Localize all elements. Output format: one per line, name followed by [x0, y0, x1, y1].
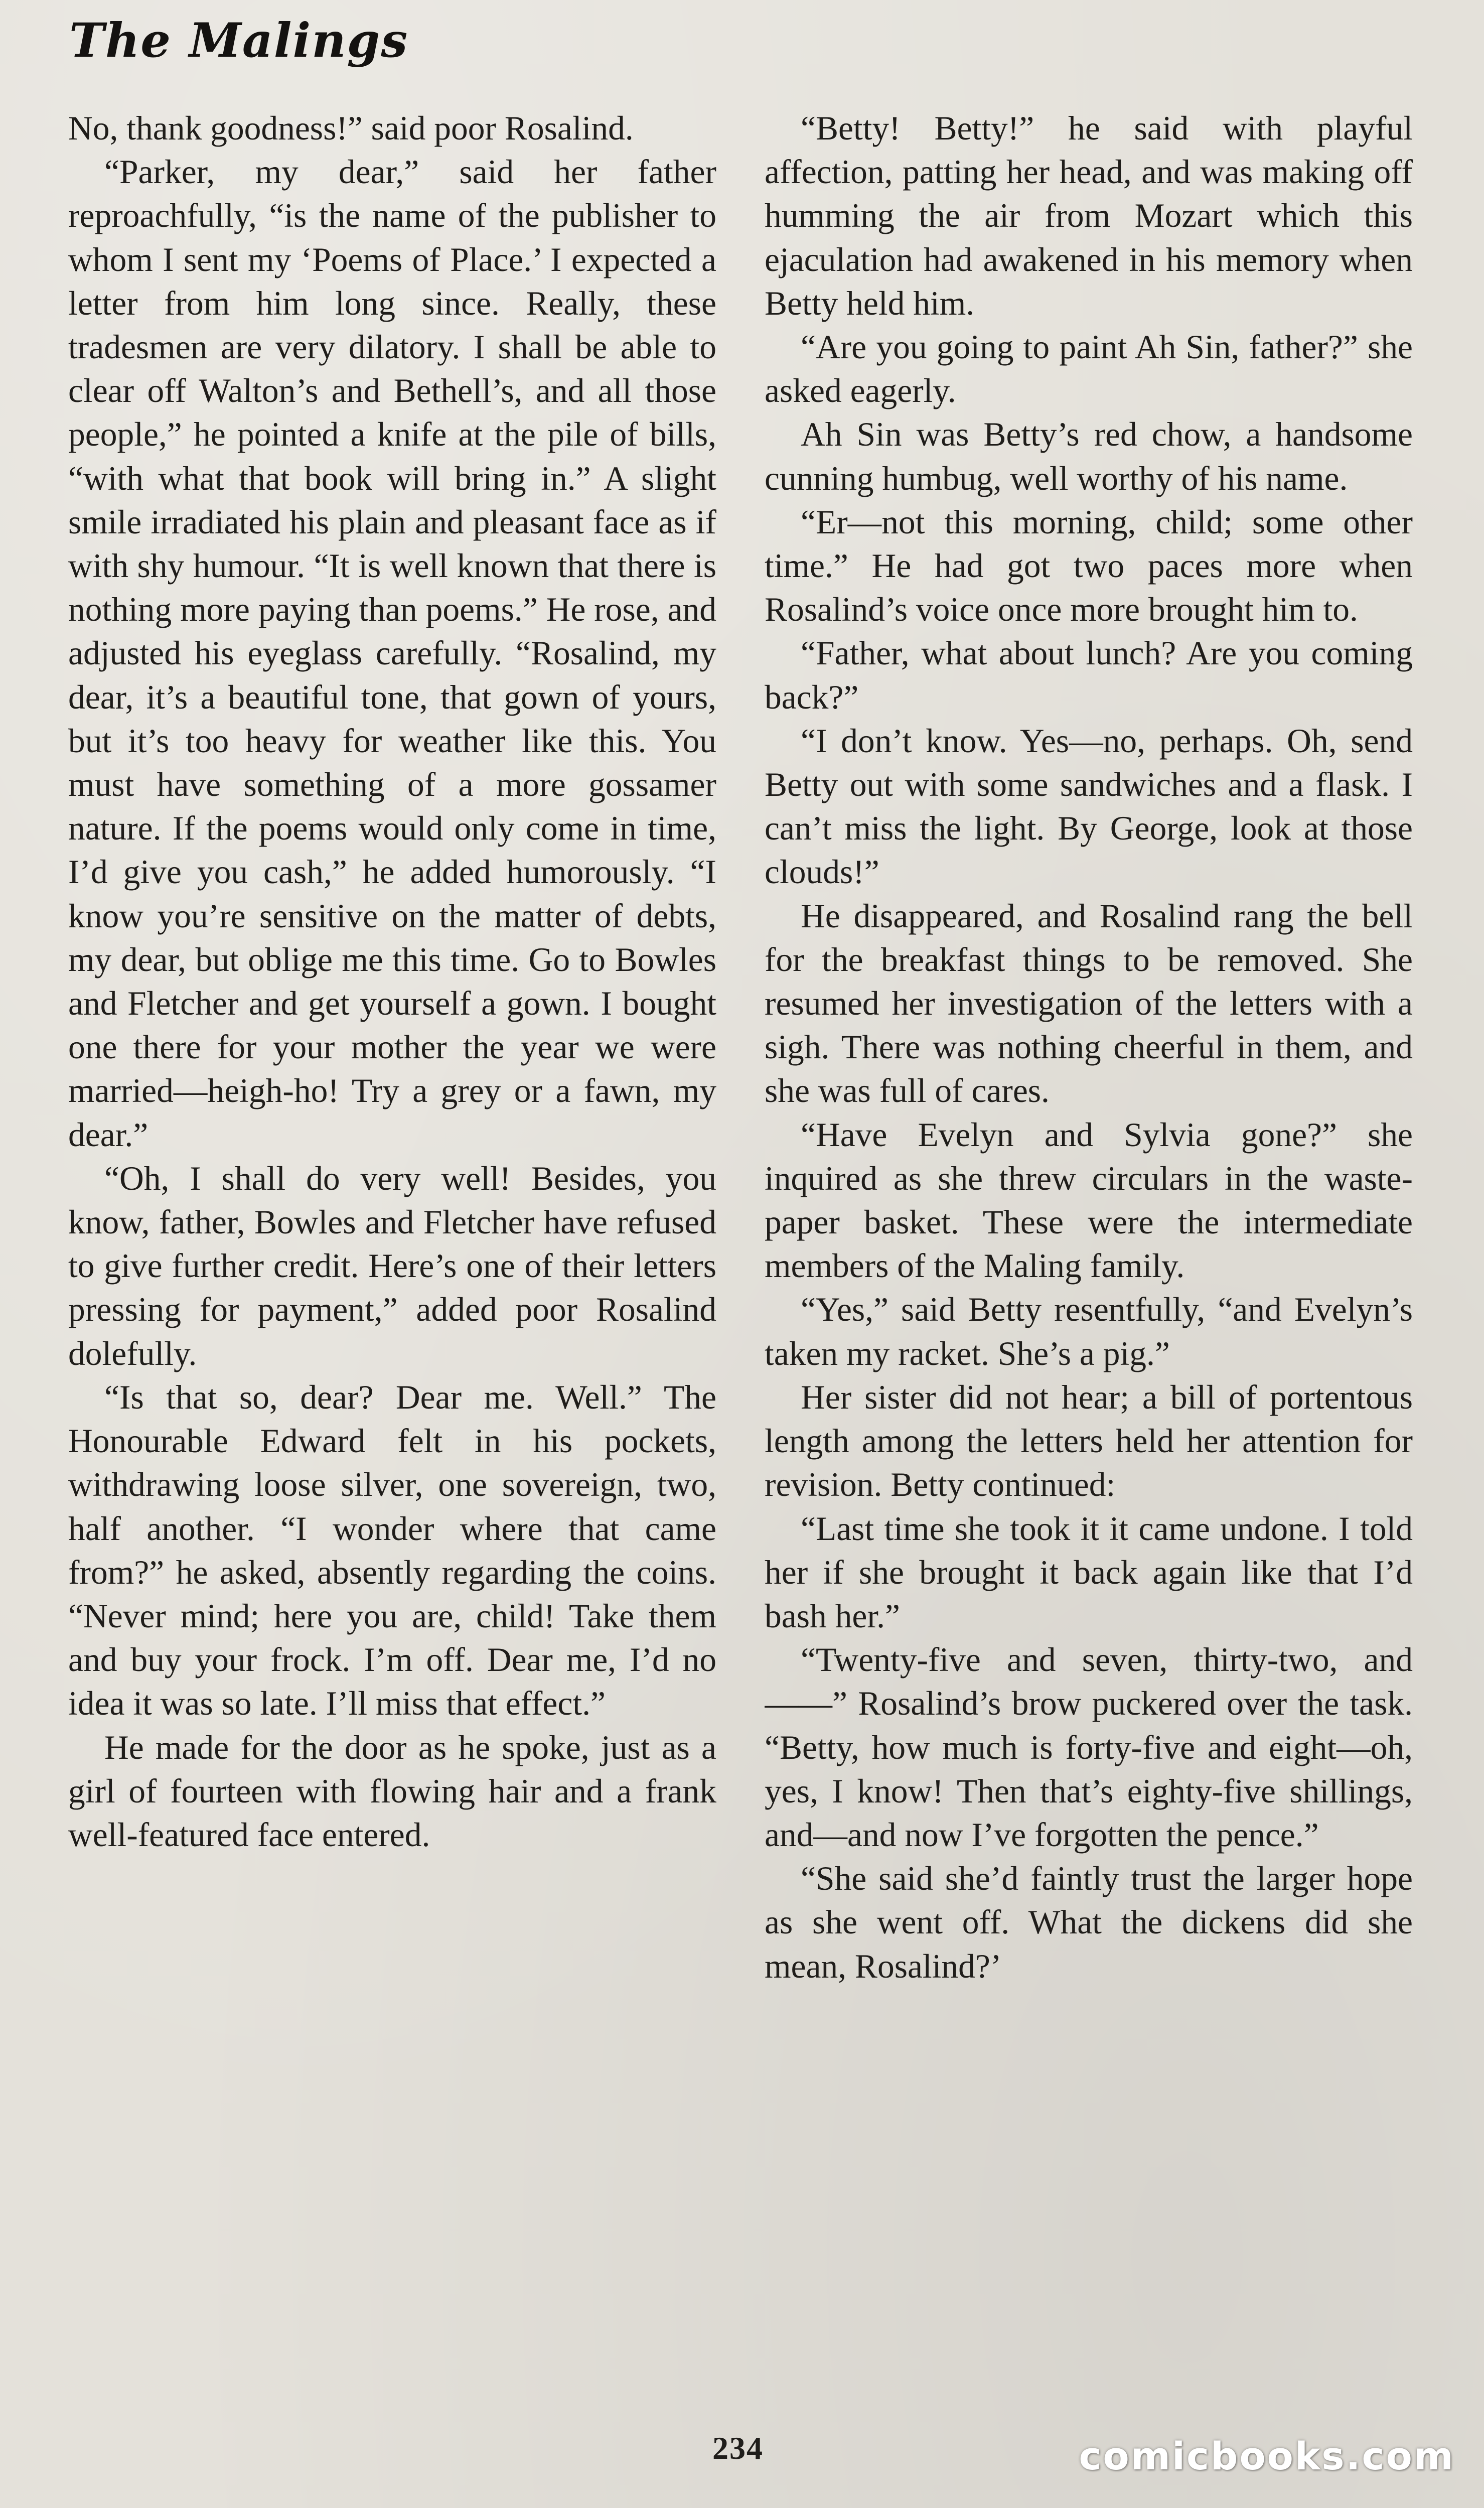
left-paragraph-2: “Parker, my dear,” said her father reproachfully, “is the name of the publisher to whom I sent my ‘Poems of Place.’ I expected a letter from him long since. Really, these tradesmen are very dilatory. I shall be able to clear off Walton’s and Bethell’s, and all those people,” he pointed a knife at the pile of bills, “with what that book will bring in.” A slight smile irradiated his plain and pleasant face as if with shy humour. “It is well known that there is nothing more paying than poems.” He rose, and adjusted his eyeglass carefully. “Rosalind, my dear, it’s a beautiful tone, that gown of yours, but it’s too heavy for weather like this. You must have something of a more gossamer nature. If the poems would only come in time, I’d give you cash,” he added humorously. “I know you’re sensitive on the matter of debts, my dear, but oblige me this time. Go to Bowles and Fletcher and get yourself a gown. I bought one there for your mother the year we were married—heigh-ho! Try a grey or a fawn, my dear.”	[68, 153, 716, 1154]
running-title: The Malings	[69, 13, 409, 68]
right-paragraph-6: “I don’t know. Yes—no, perhaps. Oh, send Betty out with some sandwiches and a flask. I can’t miss the light. By George, look at those clouds!”	[765, 722, 1413, 891]
right-paragraph-10: Her sister did not hear; a bill of portentous length among the letters held her attention for revision. Betty continued:	[765, 1378, 1413, 1504]
left-paragraph-3: “Oh, I shall do very well! Besides, you know, father, Bowles and Fletcher have refused to give further credit. Here’s one of their letters pressing for payment,” added poor Rosalind dolefully.	[68, 1159, 716, 1372]
right-paragraph-12: “Twenty-five and seven, thirty-two, and——” Rosalind’s brow puckered over the task. “Betty, how much is forty-five and eight—oh, yes, I know! Then that’s eighty-five shillings, and—and now I’ve forgotten the pence.”	[765, 1641, 1413, 1854]
right-paragraph-11: “Last time she took it it came undone. I told her if she brought it back again like that I’d bash her.”	[765, 1509, 1413, 1635]
right-paragraph-4: “Er—not this morning, child; some other time.” He had got two paces more when Rosalind’s voice once more brought him to.	[765, 503, 1413, 629]
left-paragraph-1: No, thank goodness!” said poor Rosalind.	[68, 109, 634, 147]
page-number: 234	[712, 2430, 764, 2466]
right-paragraph-7: He disappeared, and Rosalind rang the bell for the breakfast things to be removed. She resumed her investigation of the letters with a sigh. There was nothing cheerful in them, and she was full of cares.	[765, 897, 1413, 1110]
right-paragraph-13: “She said she’d faintly trust the larger hope as she went off. What the dickens did she mean, Rosalind?’	[765, 1860, 1413, 1985]
left-paragraph-5: He made for the door as he spoke, just as a girl of fourteen with flowing hair and a frank well-featured face entered.	[68, 1728, 716, 1854]
left-paragraph-4: “Is that so, dear? Dear me. Well.” The Honourable Edward felt in his pockets, withdrawing loose silver, one sovereign, two, half another. “I wonder where that came from?” he asked, absently regarding the coins. “Never mind; here you are, child! Take them and buy your frock. I’m off. Dear me, I’d no idea it was so late. I’ll miss that effect.”	[68, 1378, 716, 1723]
right-paragraph-3: Ah Sin was Betty’s red chow, a handsome cunning humbug, well worthy of his name.	[765, 415, 1413, 497]
source-watermark: comicbooks.com	[1079, 2434, 1455, 2478]
right-paragraph-5: “Father, what about lunch? Are you coming back?”	[765, 634, 1413, 716]
right-paragraph-9: “Yes,” said Betty resentfully, “and Evelyn’s taken my racket. She’s a pig.”	[765, 1291, 1413, 1372]
right-paragraph-1: “Betty! Betty!” he said with playful affection, patting her head, and was making off humming the air from Mozart which this ejaculation had awakened in his memory when Betty held him.	[765, 109, 1413, 322]
left-column	[68, 106, 716, 2405]
right-column	[765, 106, 1413, 2405]
right-paragraph-2: “Are you going to paint Ah Sin, father?” she asked eagerly.	[765, 328, 1413, 410]
right-paragraph-8: “Have Evelyn and Sylvia gone?” she inquired as she threw circulars in the waste-paper basket. These were the intermediate members of the Maling family.	[765, 1116, 1413, 1285]
